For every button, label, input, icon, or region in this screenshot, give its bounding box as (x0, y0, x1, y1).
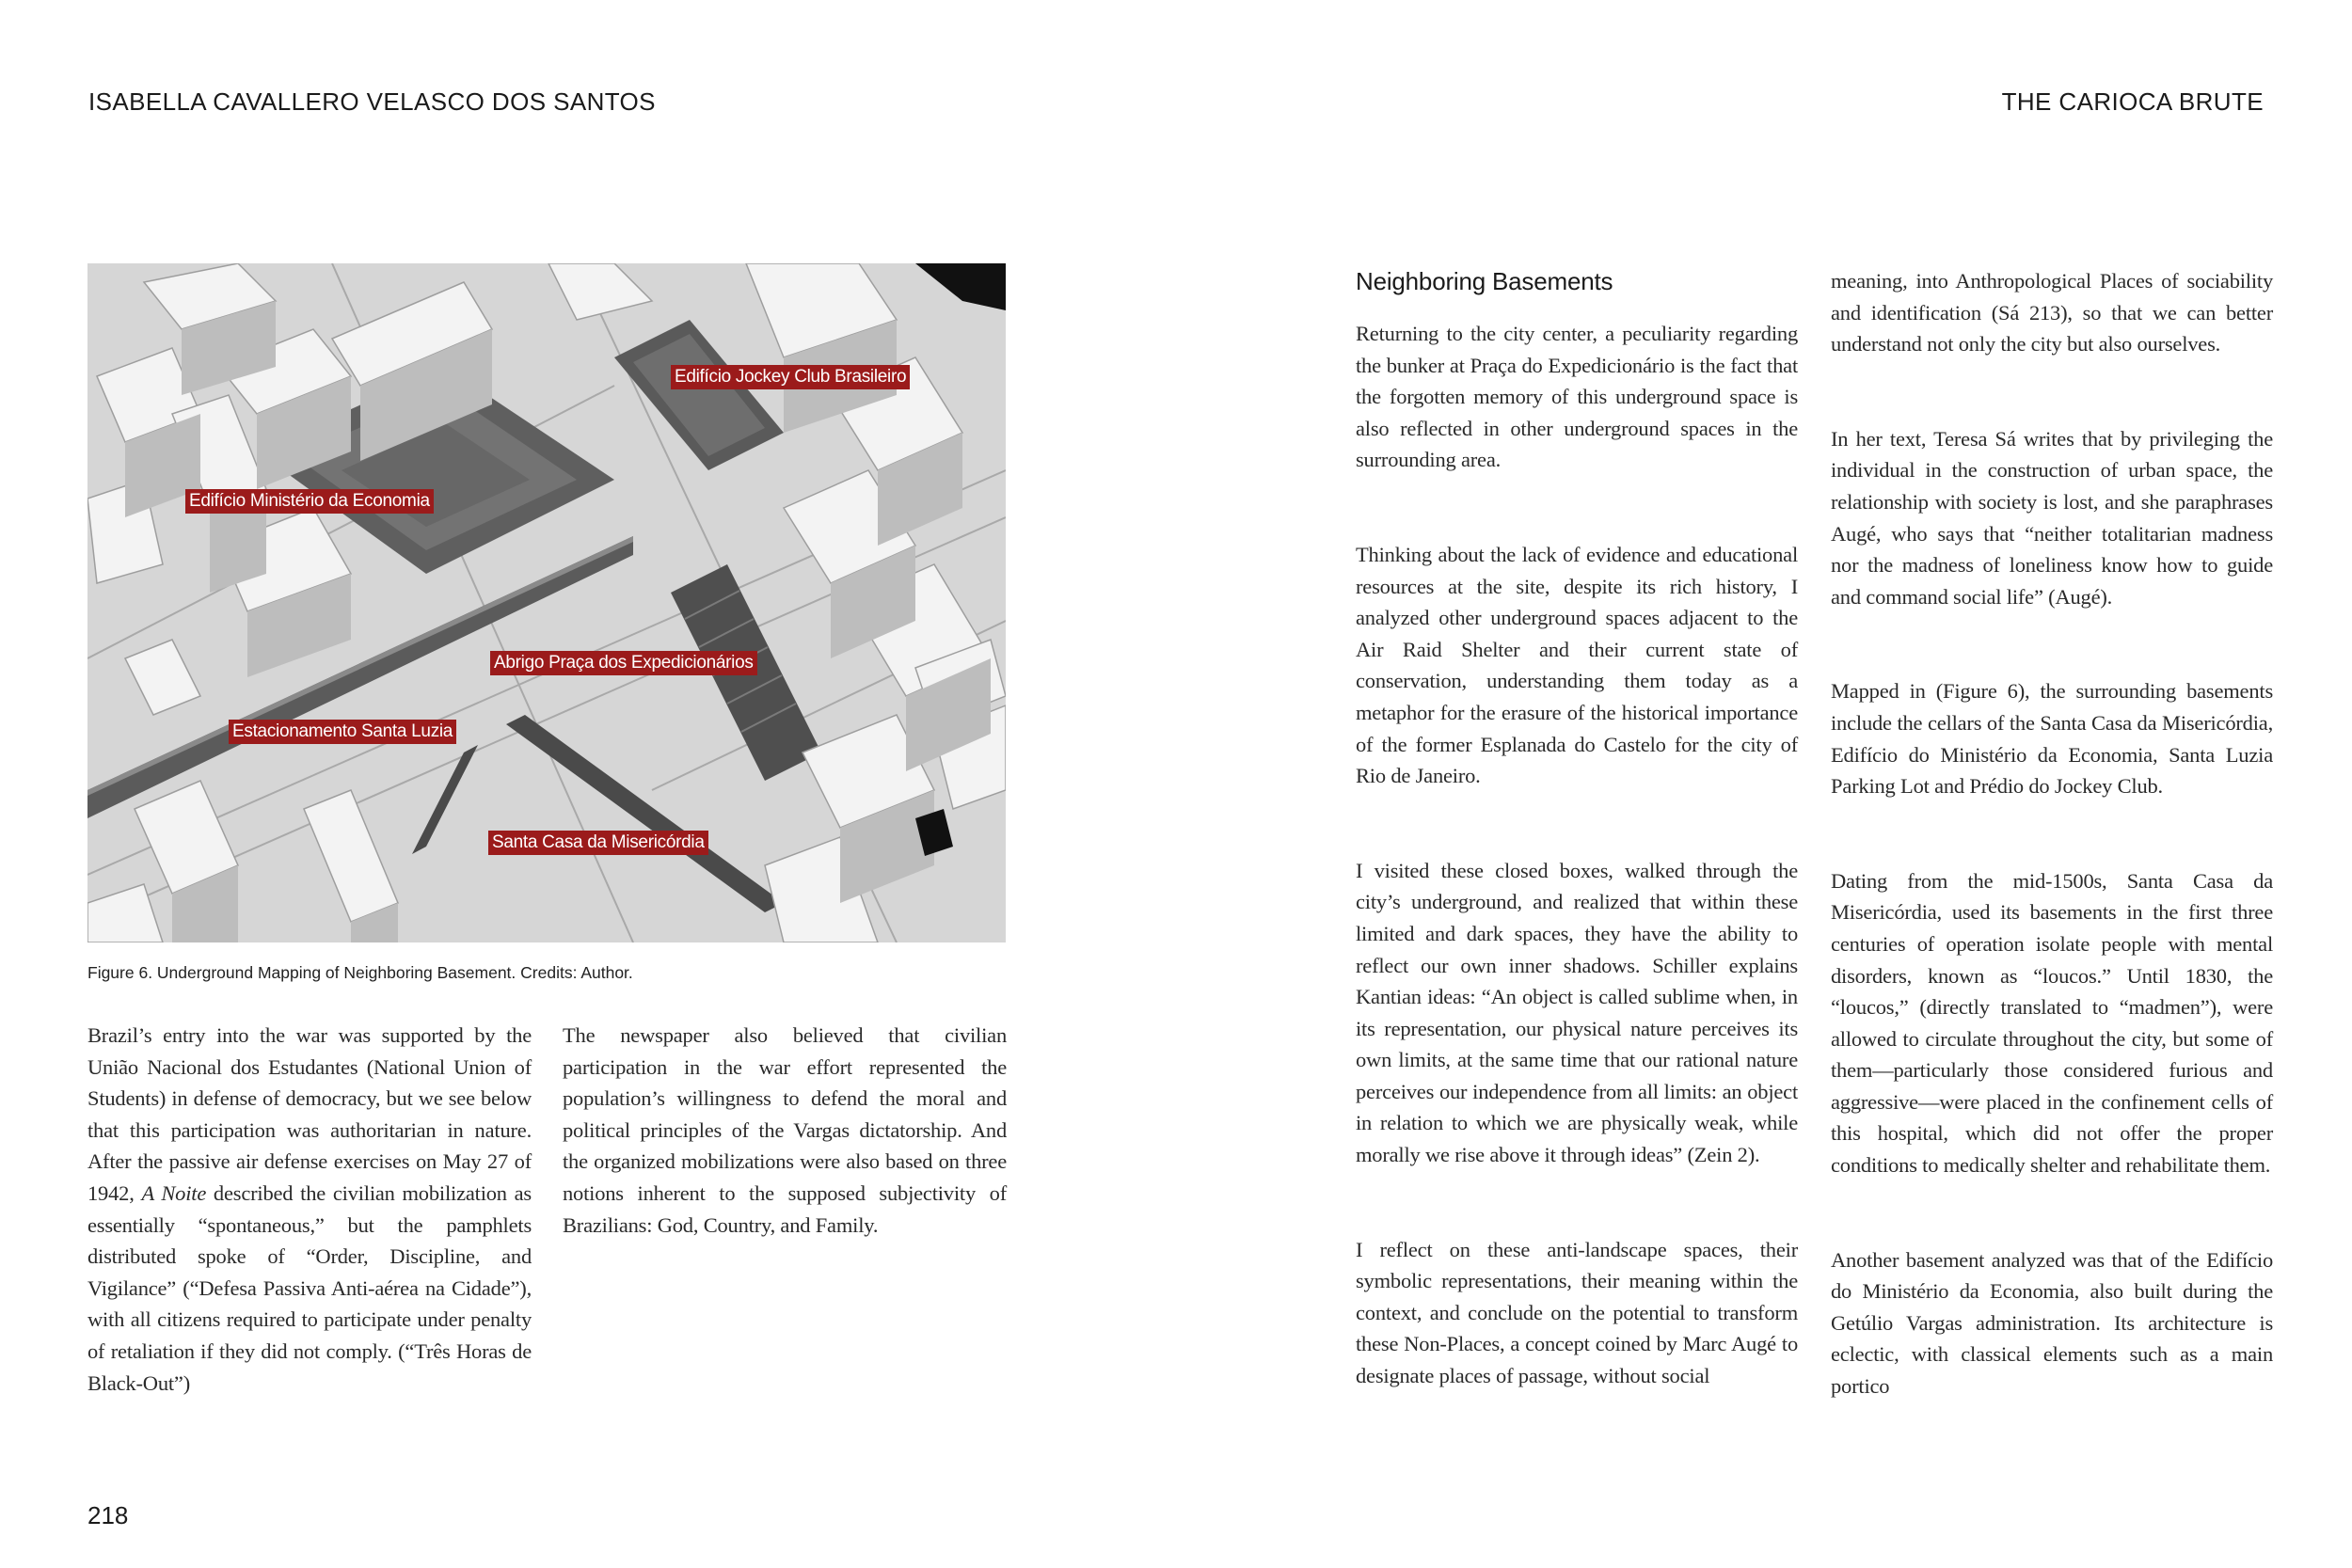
page-number: 218 (87, 1501, 129, 1529)
section-title: Neighboring Basements (1356, 267, 1613, 295)
text-column-1 (87, 1020, 532, 1399)
text-column-4 (1831, 265, 2273, 1402)
map-label-abrigo: Abrigo Praça dos Expedicionários (490, 651, 757, 675)
running-head-title: THE CARIOCA BRUTE (2001, 87, 2264, 116)
paragraph: Another basement analyzed was that of the Edifício do Ministério da Economia, also built during the Getúlio Vargas administration. Its architecture is eclectic, with classical elements such as a main portico (1831, 1247, 2273, 1399)
paragraph: I visited these closed boxes, walked through the city’s underground, and realized that within these limited and dark spaces, they have the ability to reflect our own inner shadows. Schiller explains Kantian ideas: “An object is called sublime when, in its representation, our physical nature perceives its own limits, at the same time that our rational nature perceives our independence from all limits: an object in relation to which we are physically weak, while morally we rise above it through ideas” (Zein 2). (1356, 858, 1798, 1167)
running-head-author: ISABELLA CAVALLERO VELASCO DOS SANTOS (88, 87, 656, 116)
paragraph: Returning to the city center, a peculiarity regarding the bunker at Praça do Expedicionário is the fact that the forgotten memory of this underground space is also reflected in other underground spaces in the surrounding area. (1356, 322, 1798, 472)
map-label-santa-casa: Santa Casa da Misericórdia (488, 831, 708, 855)
text-column-3 (1356, 265, 1798, 1392)
newspaper-title: A Noite (141, 1180, 207, 1205)
text-column-2 (563, 1020, 1007, 1241)
map-label-estacionamento: Estacionamento Santa Luzia (229, 720, 456, 744)
paragraph: Dating from the mid-1500s, Santa Casa da Misericórdia, used its basements in the first three centuries of operation isolate people with mental disorders, known as “loucos.” Until 1830, the “loucos,” (directly translated to “madmen”), were allowed to circulate throughout the city, but some of them—particularly those considered furious and aggressive—were placed in the confinement cells of this hospital, which did not offer the proper conditions to medically shelter and rehabilitate them. (1831, 868, 2273, 1178)
figure-caption: Figure 6. Underground Mapping of Neighboring Basement. Credits: Author. (87, 963, 633, 982)
paragraph: I reflect on these anti-landscape spaces, their symbolic representations, their meaning within the context, and conclude on the potential to transform these Non-Places, a concept coined by Marc Augé to designate places of passage, without social (1356, 1237, 1798, 1388)
paragraph: meaning, into Anthropological Places of sociability and identification (Sá 213), so that we can better understand not only the city but also ourselves. (1831, 269, 2273, 356)
paragraph: In her text, Teresa Sá writes that by privileging the individual in the construction of urban space, the relationship with society is lost, and she paraphrases Augé, who says that “neither totalitarian madness nor the madness of loneliness know how to guide and command social life” (Augé). (1831, 426, 2273, 609)
paragraph: Brazil’s entry into the war was supported by the União Nacional dos Estudantes (National Union of Students) in defense of democracy, but we see below that this participation was authoritarian in nature. After the passive air defense exercises on May 27 of 1942, A Noite described the civilian mobilization as essentially “spontaneous,” but the pamphlets distributed spoke of “Order, Discipline, and Vigilance” (“Defesa Passiva Anti-aérea na Cidade”), with all citizens required to participate under penalty of retaliation if they did not comply. (“Três Horas de Black-Out”) (87, 1023, 532, 1395)
paragraph: Mapped in (Figure 6), the surrounding basements include the cellars of the Santa Casa da Misericórdia, Edifício do Ministério da Economia, Santa Luzia Parking Lot and Prédio do Jockey Club. (1831, 679, 2273, 799)
map-label-jockey-club: Edifício Jockey Club Brasileiro (671, 365, 910, 389)
figure-underground-map (87, 263, 1006, 942)
paragraph: The newspaper also believed that civilian participation in the war effort represented the population’s willingness to defend the moral and political principles of the Vargas dictatorship. And the organized mobilizations were also based on three notions inherent to the supposed subjectivity of Brazilians: God, Country, and Family. (563, 1023, 1007, 1237)
map-label-ministerio: Edifício Ministério da Economia (185, 489, 434, 514)
paragraph: Thinking about the lack of evidence and educational resources at the site, despite its rich history, I analyzed other underground spaces adjacent to the Air Raid Shelter and their current state of conservation, understanding them today as a metaphor for the erasure of the historical importance of the former Esplanada do Castelo for the city of Rio de Janeiro. (1356, 542, 1798, 788)
